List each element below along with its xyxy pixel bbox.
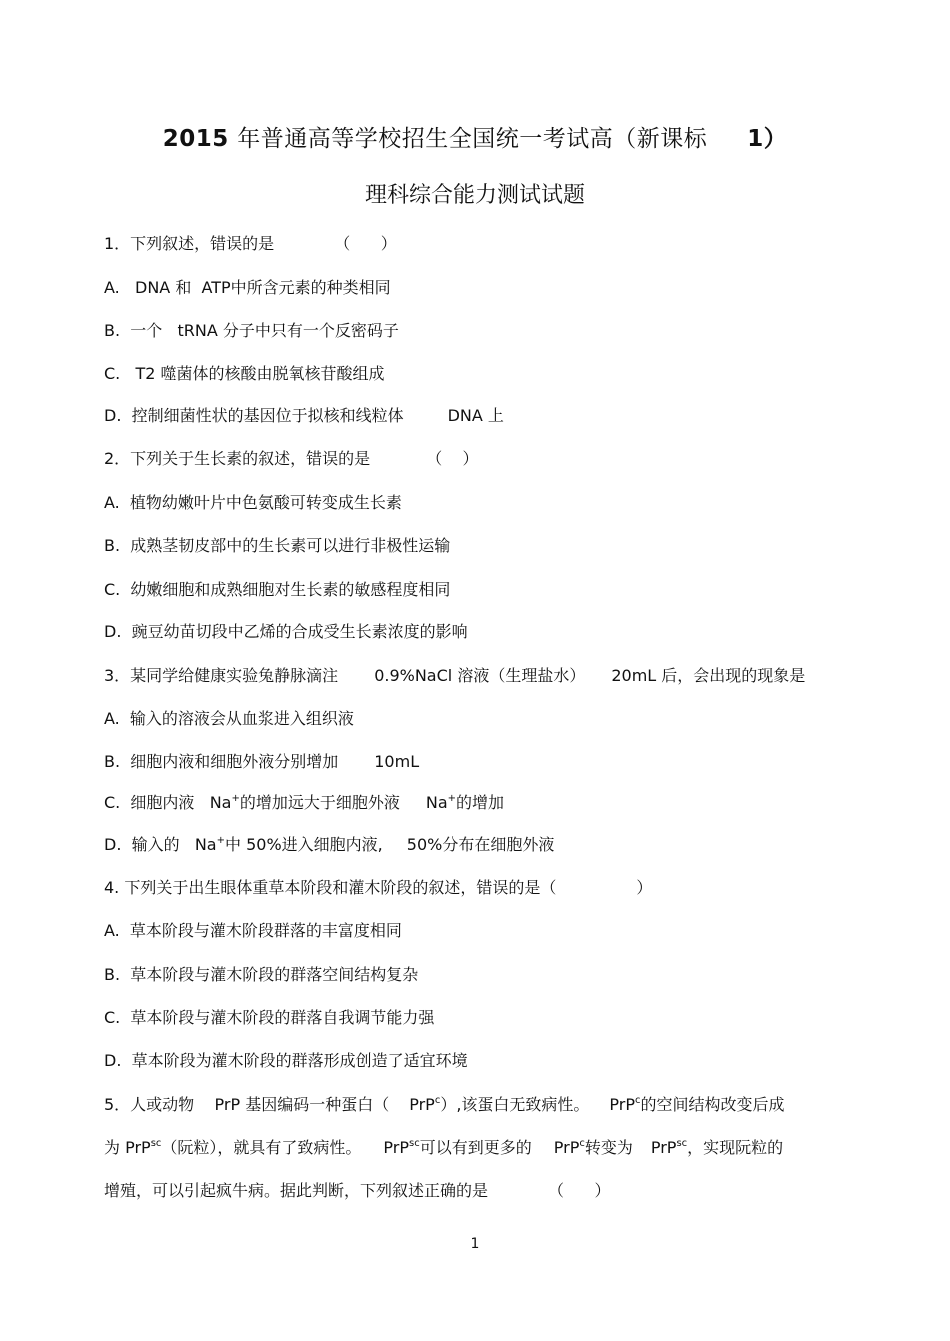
q4-stem: 4. 下列关于出生眼体重草本阶段和灌木阶段的叙述，错误的是（ ）: [104, 878, 653, 897]
title-number: 1）: [747, 126, 788, 152]
q3-option-b: B. 细胞内液和细胞外液分别增加 10mL: [104, 752, 420, 771]
q5-line-1: 5．人或动物 PrP 基因编码一种蛋白（ PrP$^c$）,该蛋白无致病性。 PrP$^c$的空间结构改变后成: [104, 1095, 785, 1114]
q2-option-c: C. 幼嫩细胞和成熟细胞对生长素的敏感程度相同: [104, 580, 451, 599]
q5-line-2: 为 PrP$^{sc}$（阮粒），就具有了致病性。 PrP$^{sc}$可以有到更多的 PrP$^c$转变为 PrP$^{sc}$，实现阮粒的: [104, 1138, 784, 1157]
q2-option-d: D. 豌豆幼苗切段中乙烯的合成受生长素浓度的影响: [104, 622, 468, 641]
title-year: 2015: [162, 126, 229, 152]
title-main: 年普通高等学校招生全国统一考试高（新课标: [237, 126, 708, 152]
page-number: 1: [470, 1236, 480, 1252]
q5-line-3: 增殖，可以引起疯牛病。据此判断，下列叙述正确的是 （ ）: [104, 1181, 611, 1200]
exam-title: [0, 120, 950, 153]
exam-subtitle: 理科综合能力测试试题: [364, 183, 585, 208]
q3-option-a: A. 输入的溶液会从血浆进入组织液: [104, 709, 354, 728]
q1-option-d: D. 控制细菌性状的基因位于拟核和线粒体 DNA 上: [104, 406, 504, 425]
q2-option-a: A. 植物幼嫩叶片中色氨酸可转变成生长素: [104, 493, 402, 512]
q1-stem: 1．下列叙述，错误的是 （ ）: [104, 234, 397, 253]
q3-option-c: C. 细胞内液 Na+的增加远大于细胞外液 Na+的增加: [104, 793, 505, 812]
q3-option-d: D. 输入的 Na+中 50%进入细胞内液, 50%分布在细胞外液: [104, 835, 555, 854]
q4-option-d: D. 草本阶段为灌木阶段的群落形成创造了适宜环境: [104, 1051, 468, 1070]
q2-stem: 2．下列关于生长素的叙述，错误的是 （ ）: [104, 449, 479, 468]
q1-option-a: A. DNA 和 ATP中所含元素的种类相同: [104, 278, 391, 297]
q3-stem: 3．某同学给健康实验兔静脉滴注 0.9%NaCl 溶液（生理盐水） 20mL 后，会出现的现象是: [104, 666, 806, 685]
q1-option-c: C. T2 噬菌体的核酸由脱氧核苷酸组成: [104, 364, 385, 383]
q2-option-b: B. 成熟茎韧皮部中的生长素可以进行非极性运输: [104, 536, 451, 555]
q1-option-b: B. 一个 tRNA 分子中只有一个反密码子: [104, 321, 399, 340]
q4-option-c: C. 草本阶段与灌木阶段的群落自我调节能力强: [104, 1008, 435, 1027]
q4-option-a: A. 草本阶段与灌木阶段群落的丰富度相同: [104, 921, 402, 940]
q4-option-b: B. 草本阶段与灌木阶段的群落空间结构复杂: [104, 965, 419, 984]
